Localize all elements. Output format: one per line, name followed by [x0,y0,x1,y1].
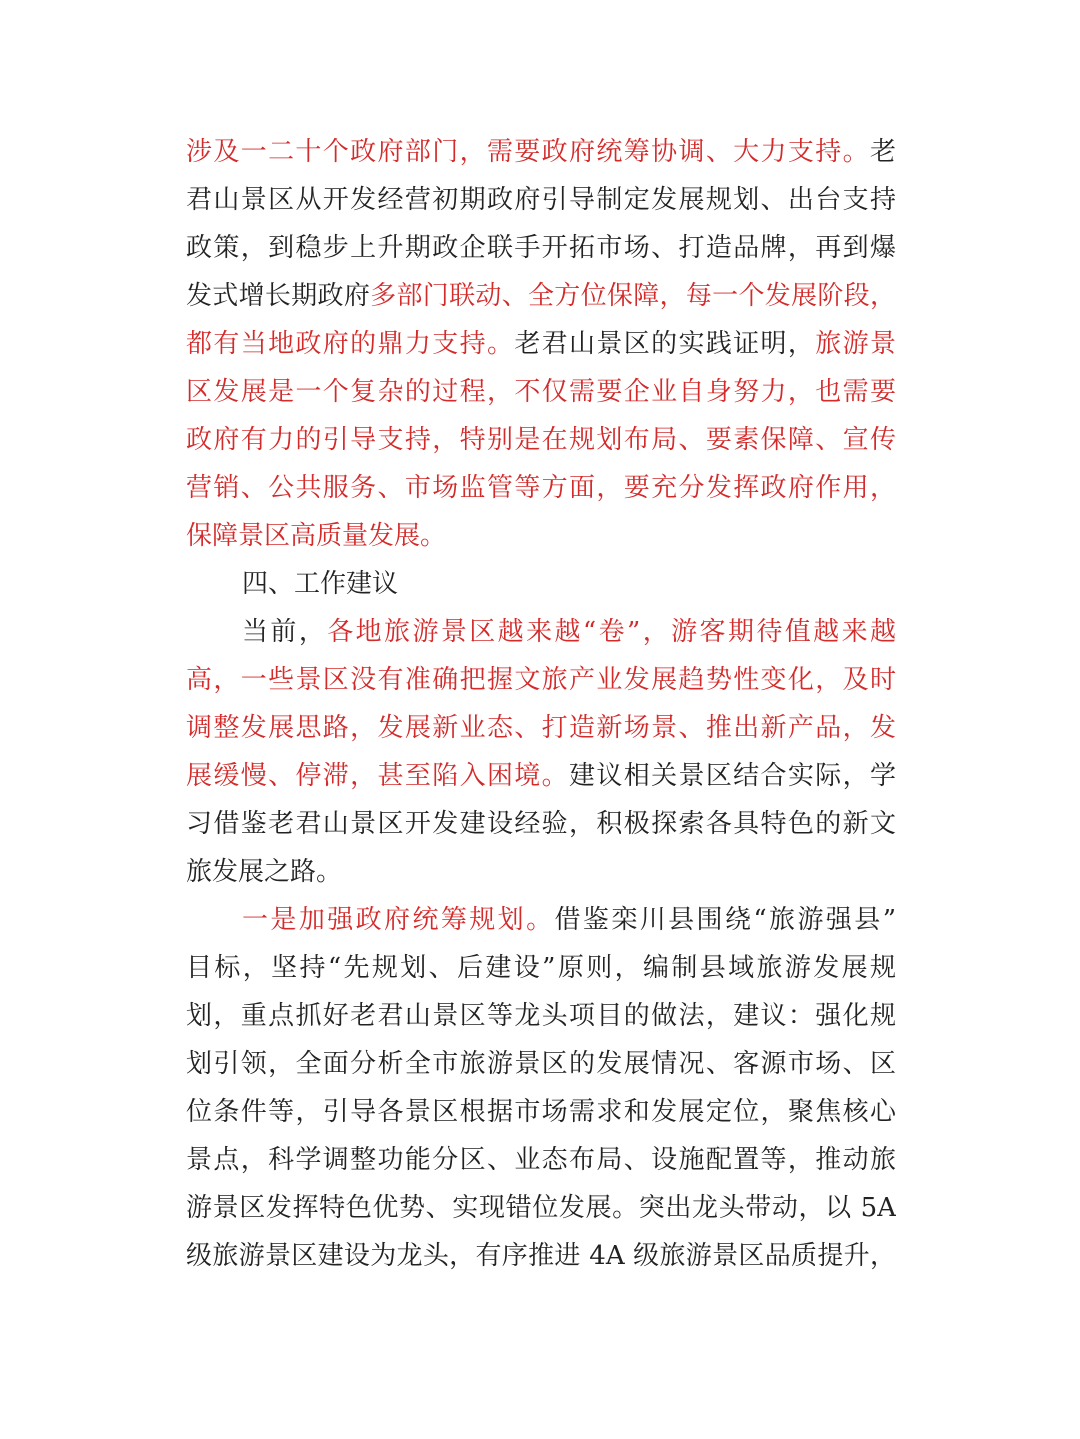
para1-line-2 [186,176,896,224]
highlight-text: 旅游景 [815,329,896,359]
para2-line-5 [186,800,896,848]
highlight-text: 都有当地政府的鼎力支持。 [186,329,515,359]
highlight-text: 区发展是一个复杂的过程，不仅需要企业自身努力，也需要 [186,377,896,407]
document-page [186,128,896,1280]
body-text: 借鉴栾川县围绕“旅游强县” [554,905,896,935]
para3-line-2 [186,944,896,992]
section-heading [186,560,896,608]
body-text: 老 [869,137,896,167]
para1-line-6 [186,368,896,416]
para1-line-4 [186,272,896,320]
para2-line-1 [186,608,896,656]
highlight-text: 高，一些景区没有准确把握文旅产业发展趋势性变化，及时 [186,665,896,695]
body-text: 游景区发挥特色优势、实现错位发展。突出龙头带动，以 5A [186,1193,896,1223]
para3-line-5 [186,1088,896,1136]
highlight-text: 营销、公共服务、市场监管等方面，要充分发挥政府作用， [186,473,896,503]
heading-text: 四、工作建议 [242,569,399,599]
body-text: 发式增长期政府 [186,281,371,311]
para1-line-7 [186,416,896,464]
para2-line-3 [186,704,896,752]
body-text: 景点，科学调整功能分区、业态布局、设施配置等，推动旅 [186,1145,896,1175]
para1-line-5 [186,320,896,368]
para3-line-8 [186,1232,896,1280]
highlight-text: 各地旅游景区越来越“卷”，游客期待值越来越 [327,617,896,647]
body-text: 级旅游景区建设为龙头，有序推进 4A 级旅游景区品质提升， [186,1241,896,1271]
highlight-text: 一是加强政府统筹规划。 [242,905,555,935]
para3-line-4 [186,1040,896,1088]
highlight-text: 涉及一二十个政府部门，需要政府统筹协调、大力支持。 [186,137,870,167]
para3-line-6 [186,1136,896,1184]
body-text: 建议相关景区结合实际，学 [569,761,896,791]
highlight-text: 多部门联动、全方位保障，每一个发展阶段， [370,281,896,311]
body-text: 君山景区从开发经营初期政府引导制定发展规划、出台支持 [186,185,896,215]
para3-line-7 [186,1184,896,1232]
para3-line-3 [186,992,896,1040]
para1-line-8 [186,464,896,512]
para1-line-1 [186,128,896,176]
body-text: 当前， [242,617,328,647]
body-text: 老君山景区的实践证明， [514,329,816,359]
para3-line-1 [186,896,896,944]
para1-line-3 [186,224,896,272]
para2-line-2 [186,656,896,704]
highlight-text: 保障景区高质量发展。 [186,521,447,551]
para2-line-4 [186,752,896,800]
body-text: 目标，坚持“先规划、后建设”原则，编制县域旅游发展规 [186,953,896,983]
body-text: 划，重点抓好老君山景区等龙头项目的做法，建议：强化规 [186,1001,896,1031]
body-text: 政策，到稳步上升期政企联手开拓市场、打造品牌，再到爆 [186,233,896,263]
highlight-text: 政府有力的引导支持，特别是在规划布局、要素保障、宣传 [186,425,896,455]
body-text: 位条件等，引导各景区根据市场需求和发展定位，聚焦核心 [186,1097,896,1127]
body-text: 习借鉴老君山景区开发建设经验，积极探索各具特色的新文 [186,809,896,839]
highlight-text: 展缓慢、停滞，甚至陷入困境。 [186,761,570,791]
body-text: 旅发展之路。 [186,857,343,887]
body-text: 划引领，全面分析全市旅游景区的发展情况、客源市场、区 [186,1049,896,1079]
para2-line-6 [186,848,896,896]
highlight-text: 调整发展思路，发展新业态、打造新场景、推出新产品，发 [186,713,896,743]
para1-line-9 [186,512,896,560]
